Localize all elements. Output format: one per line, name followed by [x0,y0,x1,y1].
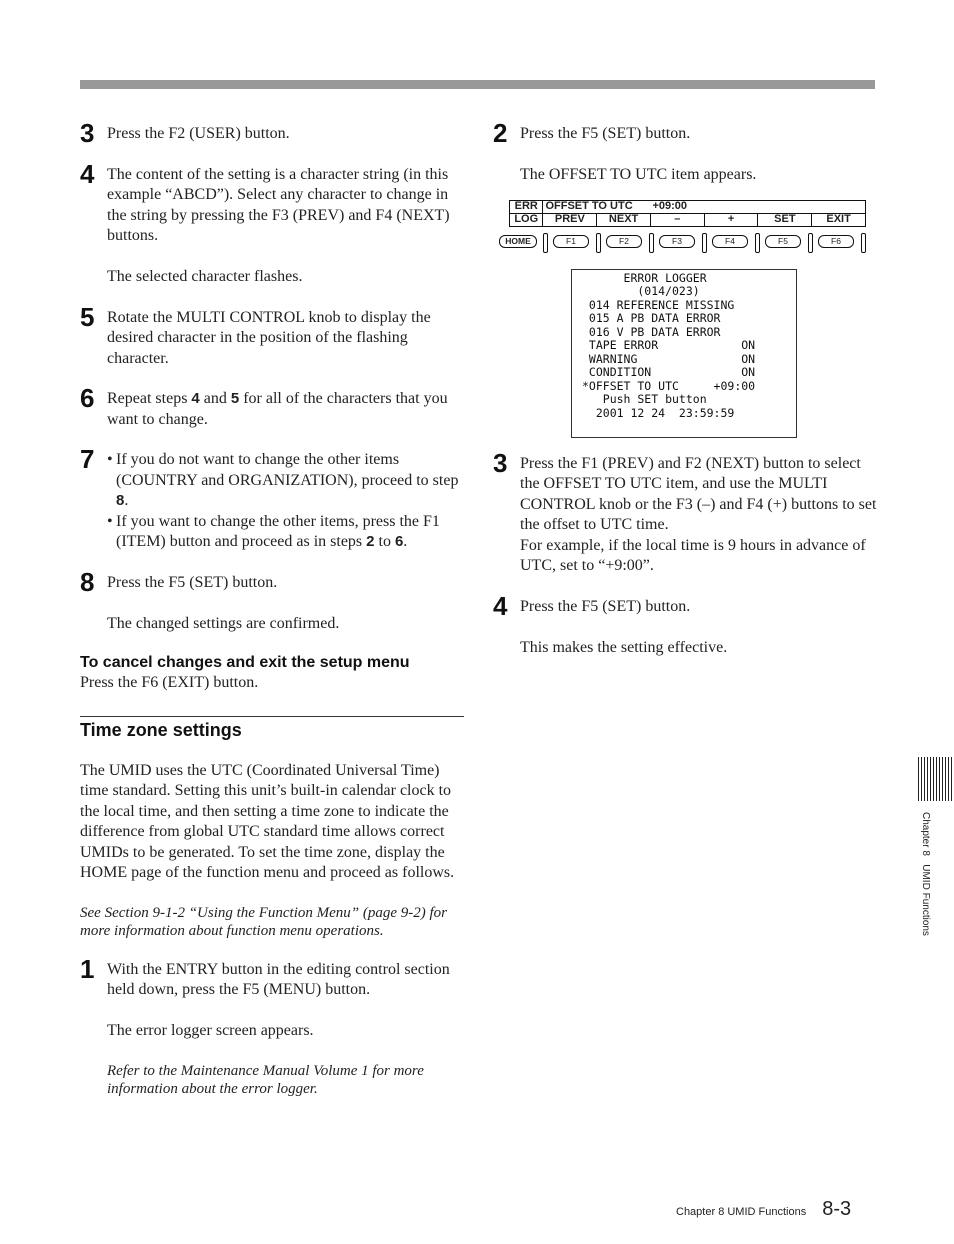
key-separator [755,233,760,253]
page-footer [676,1198,851,1221]
step-7-left [80,444,464,553]
reference-note: Refer to the Maintenance Manual Volume 1 for more information about the error logger. [107,1062,424,1097]
f6-key[interactable]: F6 [818,235,854,248]
home-key[interactable]: HOME [499,235,537,248]
step-result: The error logger screen appears. [107,1022,314,1039]
step-number: 3 [80,118,95,148]
section-heading: Time zone settings [80,716,464,741]
step-number: 2 [493,118,508,148]
step-number: 1 [80,953,95,984]
screen-line: *OFFSET TO UTC +09:00 [582,378,756,393]
screen-line: WARNING ON [582,351,756,366]
menu-cell-prev: PREV [543,213,597,226]
side-chapter-label: Chapter 8 UMID Functions [920,812,931,936]
step-number: 6 [80,383,95,413]
step-text: Press the F5 (SET) button. [520,597,691,615]
screen-line: 016 V PB DATA ERROR [582,324,721,339]
screen-line: 014 REFERENCE MISSING [582,297,735,312]
menu-err-label: ERR [510,200,543,213]
step-text: Rotate the MULTI CONTROL knob to display the desired character in the position of the flashing character. [107,308,431,367]
step-text: Press the F2 (USER) button. [107,125,290,142]
step-text: Repeat steps 4 and 5 for all of the characters that you want to change. [107,390,448,428]
step-result: This makes the setting effective. [520,638,728,656]
key-separator [702,233,707,253]
step-text: Press the F1 (PREV) and F2 (NEXT) button to select the OFFSET TO UTC item, and use the MULTI CONTROL knob or the F3 (–) and F4 (+) buttons to set the offset to UTC time. [520,454,877,533]
screen-line: Push SET button [582,392,707,406]
key-separator [861,233,866,253]
key-separator [808,233,813,253]
step-text: With the ENTRY button in the editing control section held down, press the F5 (MENU) button. [107,960,450,998]
bullet-item: • If you do not want to change the other items (COUNTRY and ORGANIZATION), proceed to step 8. [107,450,464,512]
menu-cell-minus: – [650,213,704,226]
f1-key[interactable]: F1 [553,235,589,248]
section-body: The UMID uses the UTC (Coordinated Universal Time) time standard. Setting this unit’s built-in calendar clock to the local time, and then setting a time zone to indicate the difference from global UTC standard time allows correct UMIDs to be generated. To set the time zone, display the HOME page of the function menu and proceed as follows. [80,761,455,881]
footer-chapter: Chapter 8 UMID Functions [676,1206,807,1218]
menu-log-label: LOG [510,213,543,226]
menu-cell-exit: EXIT [812,213,866,226]
screen-line: ERROR LOGGER [582,270,707,285]
step-text: The content of the setting is a character string (in this example “ABCD”). Select any character to change in the string by pressing the F3 (PREV) and F4 (NEXT) buttons. [107,165,450,244]
function-menu-display [507,200,879,255]
screen-line: 015 A PB DATA ERROR [582,311,721,325]
step-number: 4 [493,590,508,621]
step-result: The selected character flashes. [107,268,303,285]
step-text: Press the F5 (SET) button. [107,573,278,591]
step-number: 3 [493,447,508,478]
step-3-left [80,118,464,148]
key-separator [596,233,601,253]
function-keys [507,233,879,255]
f5-key[interactable]: F5 [765,235,801,248]
key-separator [649,233,654,253]
menu-cell-next: NEXT [597,213,651,226]
reference-note: See Section 9-1-2 “Using the Function Menu” (page 9-2) for more information about function menu operations. [80,904,448,939]
screen-line: CONDITION ON [582,365,756,379]
cancel-text: Press the F6 (EXIT) button. [80,674,259,691]
step-5-left [80,301,464,370]
error-logger-screen [571,269,797,438]
screen-line: TAPE ERROR ON [582,338,756,352]
step-text: Press the F5 (SET) button. [520,125,691,142]
header-rule [80,80,875,89]
step-example: For example, if the local time is 9 hours in advance of UTC, set to “+9:00”. [520,536,866,574]
left-column [80,118,464,1098]
step-number: 5 [80,301,95,332]
f2-key[interactable]: F2 [606,235,642,248]
chapter-thumb-tab [918,757,954,801]
f3-key[interactable]: F3 [659,235,695,248]
bullet-item: • If you want to change the other items, press the F1 (ITEM) button and proceed as in steps 2 to 6. [107,512,464,553]
menu-cell-set: SET [758,213,812,226]
step-3-right [493,447,878,577]
step-number: 4 [80,158,95,189]
step-4-left [80,158,464,288]
right-column [493,118,878,658]
menu-cell-plus: + [704,213,758,226]
step-1-left [80,953,464,1098]
step-6-left [80,383,464,430]
step-number: 8 [80,566,95,597]
key-separator [543,233,548,253]
step-result: The changed settings are confirmed. [107,614,340,632]
menu-item-name: OFFSET TO UTC [543,200,651,213]
menu-item-value: +09:00 [650,200,865,213]
page-number: 8-3 [822,1198,852,1220]
f4-key[interactable]: F4 [712,235,748,248]
function-menu-table [509,200,866,227]
cancel-heading: To cancel changes and exit the setup menu [80,654,410,671]
step-2-right [493,118,878,186]
step-number: 7 [80,444,95,474]
screen-line: (014/023) [582,284,700,298]
screen-line: 2001 12 24 23:59:59 [582,405,735,420]
step-result: The OFFSET TO UTC item appears. [520,166,757,183]
step-4-right [493,590,878,659]
step-8-left [80,566,464,635]
